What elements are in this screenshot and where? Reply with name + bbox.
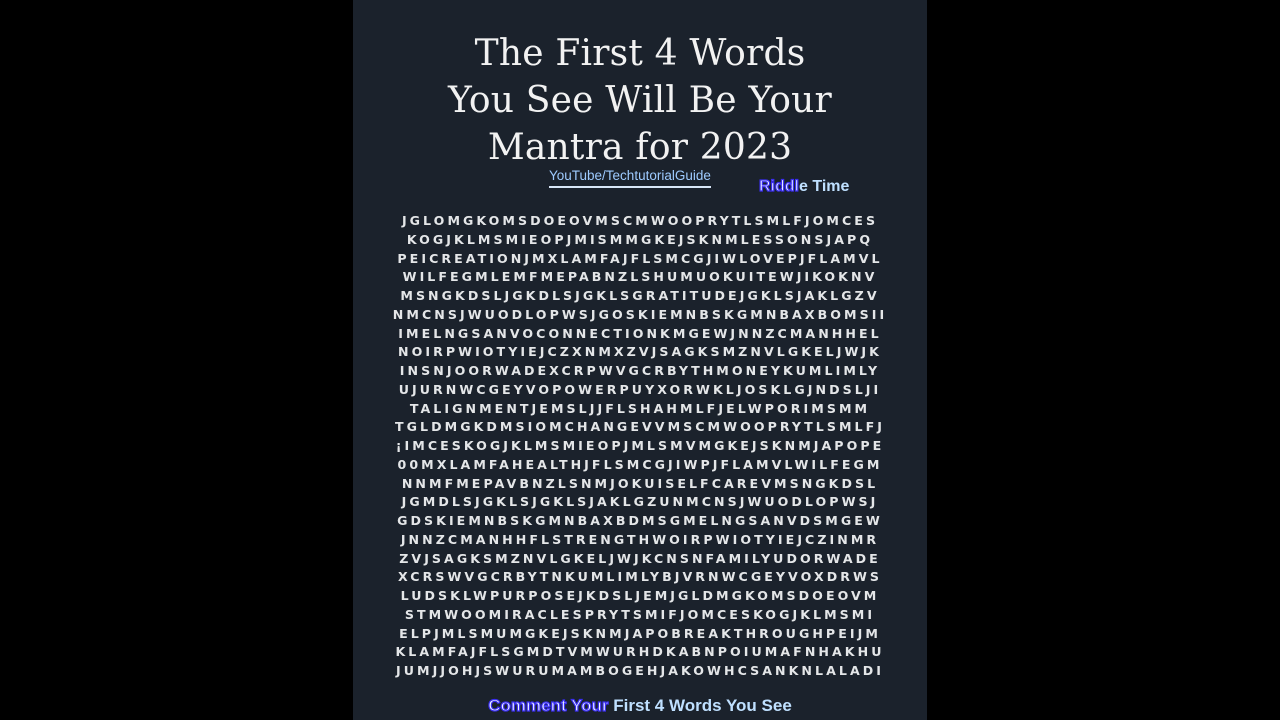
grid-row: ¡IMCESKOGJKLMSMIEOPJMLSMVMGKEJSKNMJAPOPE	[395, 438, 885, 453]
riddle-rest-text: e Time	[799, 178, 850, 195]
grid-row: MSNGKDSLJGKDLSJGKLSGRATITUDEJGKLSJAKLGZV	[400, 288, 880, 303]
grid-row: WILFEGMLEMFMEPABNZLSHUMUOKUITEWJIKOKNV	[402, 269, 878, 285]
grid-row: NOIRPWIOTYIEJCZXNMXZVJSAGKSMZNVLGKELJWJK	[398, 344, 882, 360]
riddle-time-label	[759, 178, 849, 196]
grid-row: UJURNWCGEYVOPOWERPUYXORWKLJOSKLGJNDSLJI	[398, 381, 882, 397]
grid-row: NMCNSJWUODLOPWSJGOSKIEMNBSKGMNBAXBOMSII	[392, 306, 888, 322]
grid-row: STMWOOMIRACLESPRYTSMIFJOMCESKOGJKLMSMI	[404, 606, 876, 622]
grid-row: INSNJOORWADEXCRPWVGCRBYTHMONEYKUMLIMLY	[399, 363, 881, 378]
grid-row: XCRSWVGCRBYTNKUMLIMLYBJVRNWCGEYVOXDRWS	[397, 569, 883, 585]
riddle-outline-text: Riddl	[759, 178, 799, 195]
grid-row: IMELNGSANVOCONNECTIONKMGEWJNNZCMANHHEL	[398, 325, 882, 341]
grid-row: TALIGNMENTJEMSLJJFLSHAHMLFJELWPORIMSMM	[409, 400, 871, 416]
grid-row: JGLOMGKOMSDOEOVMSCMWOOPRYTLSMLFJOMCES	[401, 213, 879, 228]
grid-row: PEICREATIONJMXLAMFAJFLSMCGJIWLOVEPJFLAMVL	[397, 250, 883, 266]
title-line-3: Mantra for 2023	[487, 127, 793, 168]
title-line-2: You See Will Be Your	[448, 80, 832, 121]
grid-row: KLAMFAJFLSGMDTVMWURHDKABNPOIUMAFNHAKHU	[395, 644, 885, 660]
grid-row: TGLDMGKDMSIOMCHANGEVVMSCMWOOPRYTLSMLFJ	[395, 419, 885, 435]
page-title	[353, 30, 927, 171]
grid-row: NNMFMEPAVBNZLSNMJOKUISELFCAREVMSNGKDSL	[401, 475, 879, 491]
title-line-1: The First 4 Words	[474, 33, 806, 74]
grid-row: ZVJSAGKSMZNVLGKELJWJKCNSNFAMILYUDORWADE	[399, 550, 881, 566]
grid-row: 00MXLAMFAHEALTHJFLSMCGJIWPJFLAMVLWILFEGM	[397, 456, 883, 472]
grid-row: JUMJJOHJSWURUMAMBOGEHJAKOWHCSANKNLALADI	[396, 663, 884, 678]
puzzle-panel	[353, 0, 927, 720]
footer-outline-text: Comment Your	[488, 696, 609, 715]
footer-caption	[353, 696, 927, 716]
word-search-grid	[353, 212, 927, 681]
channel-watermark-link[interactable]: YouTube/TechtutorialGuide	[549, 168, 711, 188]
grid-row: LUDSKLWPURPOSEJKDSLJEMJGLDMGKOMSDOEOVM	[400, 588, 880, 603]
grid-row: JGMDLSJGKLSJGKLSJAKLGZUNMCNSJWUODLOPWSJ	[401, 494, 879, 510]
grid-row: JNNZCMANHHFLSTRENGTHWOIRPWIOTYIEJCZINMR	[400, 531, 880, 547]
grid-row: ELPJMLSMUMGKEJSKNMJAPOBREAKTHROUGHPEIJM	[399, 625, 881, 641]
grid-row: GDSKIEMNBSKGMNBAXBDMSGMELNGSANVDSMGEW	[397, 513, 883, 528]
grid-row: KOGJKLMSMIEOPJMISMMGKEJSKNMLESSONSJAPQ	[406, 231, 874, 247]
footer-highlight-text: First 4 Words You See	[613, 696, 792, 715]
